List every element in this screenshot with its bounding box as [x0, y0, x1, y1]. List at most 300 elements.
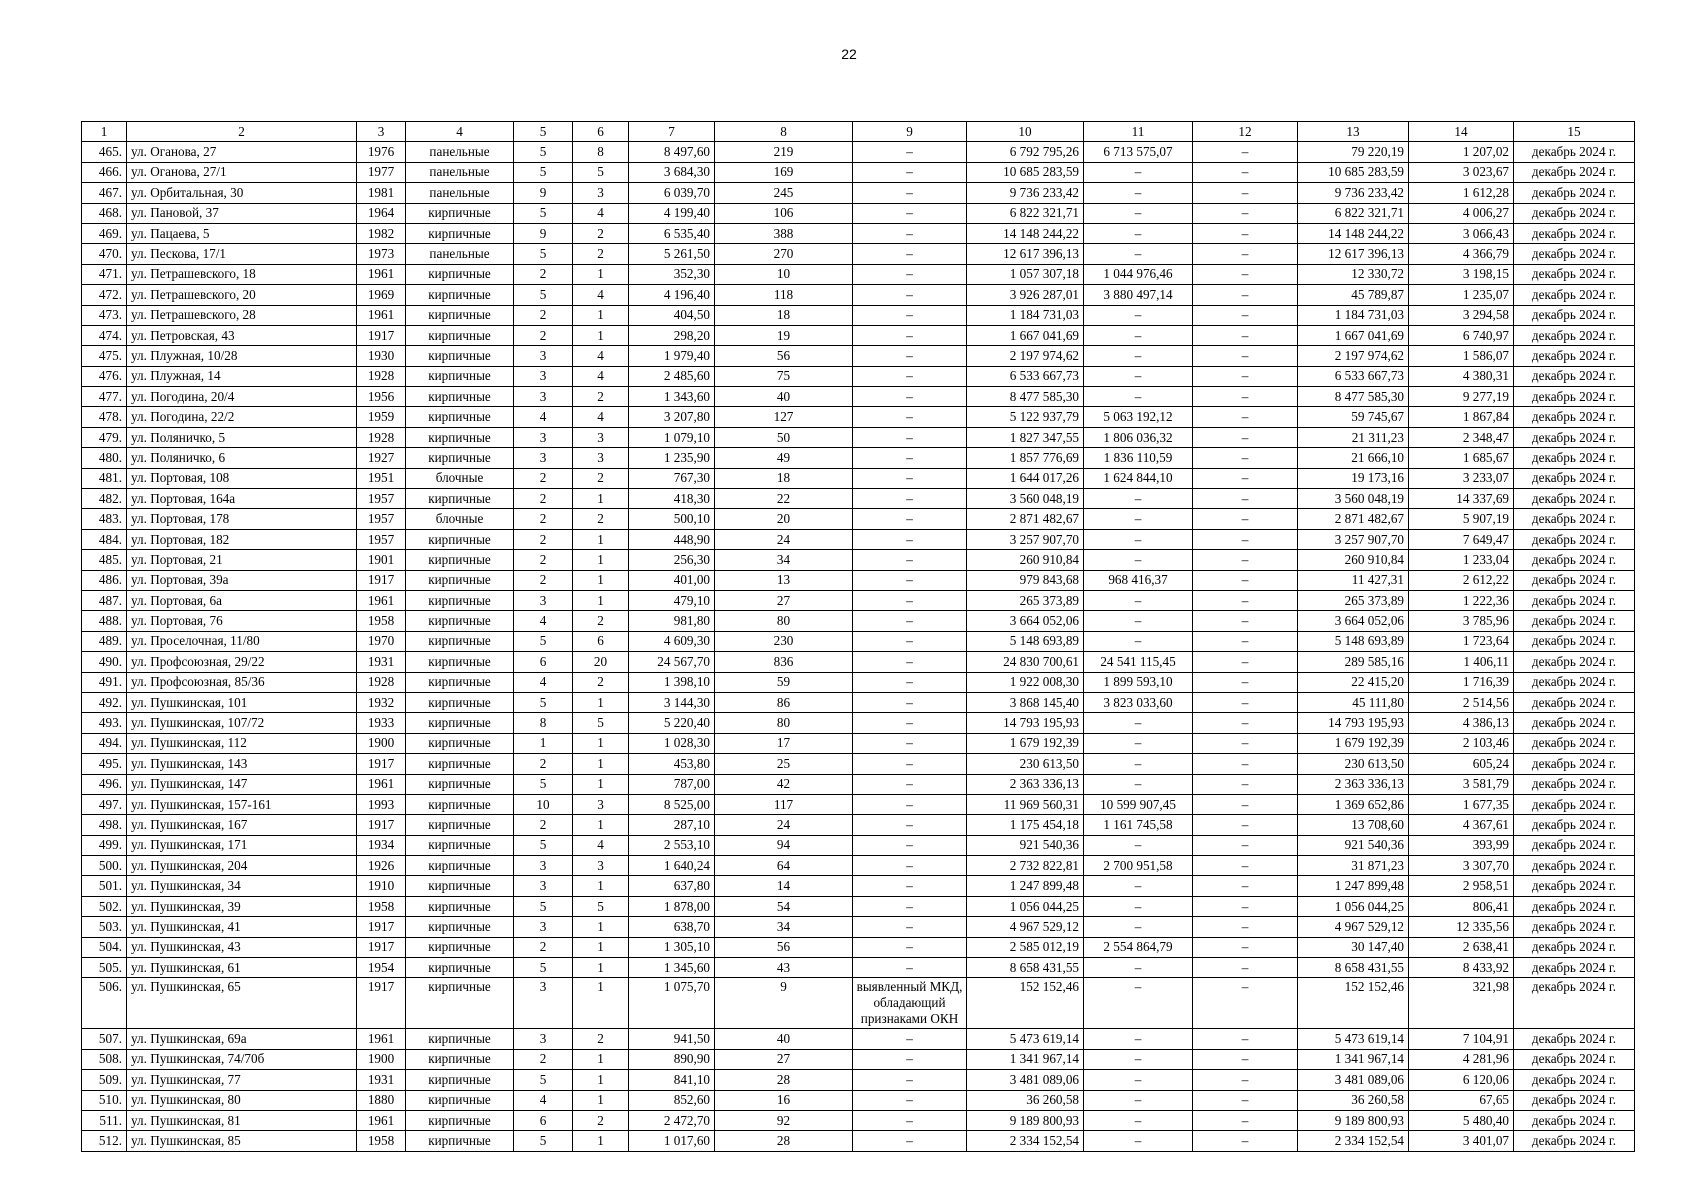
- table-cell: 13 708,60: [1298, 815, 1409, 835]
- table-cell: ул. Петрашевского, 28: [127, 305, 357, 325]
- table-cell: кирпичные: [406, 346, 514, 366]
- table-cell: 5: [573, 162, 629, 182]
- table-cell: 1 406,11: [1409, 652, 1514, 672]
- table-cell: 3 481 089,06: [1298, 1070, 1409, 1090]
- table-cell: кирпичные: [406, 978, 514, 1029]
- table-cell: 1 723,64: [1409, 631, 1514, 651]
- table-cell: –: [1193, 529, 1298, 549]
- table-cell: –: [1193, 285, 1298, 305]
- table-cell: 230 613,50: [1298, 754, 1409, 774]
- table-cell: 321,98: [1409, 978, 1514, 1029]
- table-cell: 265 373,89: [1298, 590, 1409, 610]
- table-cell: 484.: [82, 529, 127, 549]
- table-cell: 5 261,50: [629, 244, 715, 264]
- table-cell: 1961: [357, 305, 406, 325]
- table-cell: –: [853, 203, 967, 223]
- table-cell: 393,99: [1409, 835, 1514, 855]
- table-cell: 12 330,72: [1298, 264, 1409, 284]
- table-cell: –: [853, 774, 967, 794]
- table-cell: ул. Пушкинская, 167: [127, 815, 357, 835]
- table-cell: 496.: [82, 774, 127, 794]
- table-cell: –: [853, 652, 967, 672]
- table-cell: кирпичные: [406, 489, 514, 509]
- table-cell: 1900: [357, 733, 406, 753]
- table-cell: 27: [715, 1049, 853, 1069]
- table-cell: 1 667 041,69: [967, 325, 1084, 345]
- table-cell: –: [1193, 427, 1298, 447]
- table-cell: 9: [514, 183, 573, 203]
- table-cell: –: [1193, 631, 1298, 651]
- table-cell: декабрь 2024 г.: [1514, 713, 1635, 733]
- table-cell: –: [1193, 264, 1298, 284]
- table-cell: ул. Погодина, 20/4: [127, 387, 357, 407]
- table-cell: 3: [573, 794, 629, 814]
- table-cell: 487.: [82, 590, 127, 610]
- table-cell: 1917: [357, 325, 406, 345]
- table-cell: ул. Пушкинская, 65: [127, 978, 357, 1029]
- table-cell: –: [853, 305, 967, 325]
- table-cell: 488.: [82, 611, 127, 631]
- table-cell: 2 514,56: [1409, 692, 1514, 712]
- table-cell: ул. Погодина, 22/2: [127, 407, 357, 427]
- table-cell: 25: [715, 754, 853, 774]
- table-cell: кирпичные: [406, 937, 514, 957]
- table-cell: 2: [573, 468, 629, 488]
- table-cell: –: [853, 672, 967, 692]
- table-cell: 43: [715, 958, 853, 978]
- table-cell: –: [1193, 570, 1298, 590]
- table-cell: –: [1193, 794, 1298, 814]
- table-cell: кирпичные: [406, 223, 514, 243]
- table-cell: декабрь 2024 г.: [1514, 346, 1635, 366]
- table-cell: 1917: [357, 815, 406, 835]
- table-cell: декабрь 2024 г.: [1514, 1110, 1635, 1130]
- table-cell: декабрь 2024 г.: [1514, 692, 1635, 712]
- table-cell: 1 677,35: [1409, 794, 1514, 814]
- table-cell: –: [1084, 978, 1193, 1029]
- column-header: 2: [127, 122, 357, 142]
- table-cell: 3: [514, 366, 573, 386]
- table-cell: 500,10: [629, 509, 715, 529]
- table-cell: 14: [715, 876, 853, 896]
- table-row: [82, 203, 1635, 223]
- table-cell: –: [1084, 774, 1193, 794]
- table-cell: кирпичные: [406, 590, 514, 610]
- table-cell: 638,70: [629, 917, 715, 937]
- table-cell: 2 197 974,62: [967, 346, 1084, 366]
- table-cell: 2: [514, 570, 573, 590]
- table-cell: 1 056 044,25: [1298, 896, 1409, 916]
- table-cell: –: [1193, 366, 1298, 386]
- table-cell: кирпичные: [406, 264, 514, 284]
- table-cell: 1: [573, 550, 629, 570]
- table-cell: –: [853, 162, 967, 182]
- table-cell: кирпичные: [406, 529, 514, 549]
- table-cell: 486.: [82, 570, 127, 590]
- table-cell: 501.: [82, 876, 127, 896]
- table-cell: 40: [715, 1029, 853, 1049]
- table-cell: 2 554 864,79: [1084, 937, 1193, 957]
- table-cell: –: [853, 529, 967, 549]
- table-cell: кирпичные: [406, 203, 514, 223]
- table-cell: –: [853, 264, 967, 284]
- table-cell: 787,00: [629, 774, 715, 794]
- table-row: [82, 692, 1635, 712]
- table-cell: 3: [514, 590, 573, 610]
- table-cell: 506.: [82, 978, 127, 1029]
- table-cell: –: [1084, 1131, 1193, 1151]
- table-cell: ул. Пушкинская, 101: [127, 692, 357, 712]
- table-cell: 470.: [82, 244, 127, 264]
- table-cell: ул. Пушкинская, 43: [127, 937, 357, 957]
- table-cell: 1 184 731,03: [967, 305, 1084, 325]
- table-cell: 3 664 052,06: [967, 611, 1084, 631]
- table-cell: 1 640,24: [629, 856, 715, 876]
- table-cell: 1 161 745,58: [1084, 815, 1193, 835]
- table-cell: 8 477 585,30: [1298, 387, 1409, 407]
- table-cell: 3 880 497,14: [1084, 285, 1193, 305]
- table-cell: кирпичные: [406, 794, 514, 814]
- table-cell: –: [1084, 203, 1193, 223]
- table-cell: 469.: [82, 223, 127, 243]
- table-cell: –: [853, 692, 967, 712]
- table-cell: 3 581,79: [1409, 774, 1514, 794]
- table-cell: ул. Пушкинская, 77: [127, 1070, 357, 1090]
- table-cell: 5 063 192,12: [1084, 407, 1193, 427]
- table-cell: –: [1084, 958, 1193, 978]
- table-cell: 20: [573, 652, 629, 672]
- table-cell: –: [1084, 162, 1193, 182]
- table-cell: 8: [573, 142, 629, 162]
- table-cell: кирпичные: [406, 305, 514, 325]
- table-cell: 1 207,02: [1409, 142, 1514, 162]
- table-cell: –: [1084, 529, 1193, 549]
- table-cell: –: [1193, 856, 1298, 876]
- table-cell: 1926: [357, 856, 406, 876]
- table-cell: 492.: [82, 692, 127, 712]
- table-cell: 3: [514, 427, 573, 447]
- table-cell: –: [1193, 346, 1298, 366]
- table-cell: 505.: [82, 958, 127, 978]
- table-cell: 1 017,60: [629, 1131, 715, 1151]
- table-cell: 2: [514, 468, 573, 488]
- column-header: 6: [573, 122, 629, 142]
- table-cell: 477.: [82, 387, 127, 407]
- table-cell: 1917: [357, 917, 406, 937]
- table-row: [82, 1131, 1635, 1151]
- table-cell: –: [853, 856, 967, 876]
- table-cell: 28: [715, 1131, 853, 1151]
- table-cell: 56: [715, 346, 853, 366]
- table-cell: ул. Пушкинская, 171: [127, 835, 357, 855]
- table-cell: –: [853, 733, 967, 753]
- table-cell: –: [1193, 692, 1298, 712]
- page-number: 22: [841, 46, 857, 62]
- table-cell: кирпичные: [406, 285, 514, 305]
- table-cell: –: [1084, 183, 1193, 203]
- table-cell: 10 599 907,45: [1084, 794, 1193, 814]
- table-cell: –: [1193, 325, 1298, 345]
- table-cell: 1928: [357, 366, 406, 386]
- table-cell: декабрь 2024 г.: [1514, 1049, 1635, 1069]
- table-cell: –: [1084, 1029, 1193, 1049]
- table-cell: 4: [514, 407, 573, 427]
- table-row: [82, 896, 1635, 916]
- table-cell: –: [1193, 611, 1298, 631]
- table-cell: кирпичные: [406, 1110, 514, 1130]
- table-cell: 80: [715, 713, 853, 733]
- table-cell: 8 658 431,55: [1298, 958, 1409, 978]
- table-cell: 3 926 287,01: [967, 285, 1084, 305]
- table-cell: 4 006,27: [1409, 203, 1514, 223]
- table-cell: 1957: [357, 529, 406, 549]
- table-cell: 1: [573, 305, 629, 325]
- table-cell: кирпичные: [406, 325, 514, 345]
- table-cell: 2: [573, 244, 629, 264]
- table-cell: 836: [715, 652, 853, 672]
- table-cell: ул. Пушкинская, 204: [127, 856, 357, 876]
- table-cell: 24: [715, 529, 853, 549]
- table-cell: 5: [514, 244, 573, 264]
- table-cell: 2 472,70: [629, 1110, 715, 1130]
- table-row: [82, 407, 1635, 427]
- table-cell: –: [1193, 713, 1298, 733]
- table-cell: –: [1193, 509, 1298, 529]
- table-cell: –: [1193, 876, 1298, 896]
- table-cell: кирпичные: [406, 427, 514, 447]
- table-cell: ул. Проселочная, 11/80: [127, 631, 357, 651]
- table-cell: –: [853, 896, 967, 916]
- table-cell: –: [1084, 550, 1193, 570]
- table-cell: 12 617 396,13: [967, 244, 1084, 264]
- table-cell: 1: [573, 754, 629, 774]
- table-cell: 14 148 244,22: [967, 223, 1084, 243]
- table-cell: ул. Пушкинская, 143: [127, 754, 357, 774]
- table-row: [82, 529, 1635, 549]
- table-cell: ул. Пушкинская, 147: [127, 774, 357, 794]
- table-cell: 2: [573, 223, 629, 243]
- table-cell: 219: [715, 142, 853, 162]
- table-cell: 1927: [357, 448, 406, 468]
- table-cell: 503.: [82, 917, 127, 937]
- table-cell: –: [1084, 876, 1193, 896]
- table-cell: 472.: [82, 285, 127, 305]
- table-cell: панельные: [406, 244, 514, 264]
- table-cell: 1934: [357, 835, 406, 855]
- table-cell: ул. Портовая, 6а: [127, 590, 357, 610]
- table-cell: 2: [514, 754, 573, 774]
- table-cell: –: [853, 346, 967, 366]
- table-cell: –: [853, 427, 967, 447]
- table-cell: декабрь 2024 г.: [1514, 978, 1635, 1029]
- table-cell: –: [853, 937, 967, 957]
- table-cell: ул. Пушкинская, 74/70б: [127, 1049, 357, 1069]
- table-cell: ул. Профсоюзная, 29/22: [127, 652, 357, 672]
- table-cell: 1961: [357, 264, 406, 284]
- table-cell: декабрь 2024 г.: [1514, 509, 1635, 529]
- table-row: [82, 958, 1635, 978]
- table-cell: 24 830 700,61: [967, 652, 1084, 672]
- table-cell: 1993: [357, 794, 406, 814]
- table-cell: 17: [715, 733, 853, 753]
- table-cell: –: [853, 285, 967, 305]
- table-cell: 3 560 048,19: [967, 489, 1084, 509]
- table-cell: 2: [573, 1029, 629, 1049]
- table-row: [82, 590, 1635, 610]
- table-cell: 10: [715, 264, 853, 284]
- table-cell: 45 111,80: [1298, 692, 1409, 712]
- table-cell: –: [1193, 1029, 1298, 1049]
- table-cell: 1932: [357, 692, 406, 712]
- table-cell: –: [1084, 1070, 1193, 1090]
- table-cell: 18: [715, 468, 853, 488]
- table-cell: 1958: [357, 896, 406, 916]
- table-cell: 1 369 652,86: [1298, 794, 1409, 814]
- table-cell: кирпичные: [406, 407, 514, 427]
- table-cell: 3 868 145,40: [967, 692, 1084, 712]
- table-cell: 4 199,40: [629, 203, 715, 223]
- table-cell: –: [1193, 1131, 1298, 1151]
- table-cell: 1: [573, 958, 629, 978]
- table-cell: 2: [514, 550, 573, 570]
- table-cell: 605,24: [1409, 754, 1514, 774]
- table-cell: –: [1084, 896, 1193, 916]
- table-cell: 6 740,97: [1409, 325, 1514, 345]
- table-cell: декабрь 2024 г.: [1514, 223, 1635, 243]
- table-cell: 1: [573, 1090, 629, 1110]
- table-cell: –: [1193, 733, 1298, 753]
- table-cell: 9 736 233,42: [1298, 183, 1409, 203]
- table-cell: 8 477 585,30: [967, 387, 1084, 407]
- table-cell: кирпичные: [406, 448, 514, 468]
- table-cell: 1: [573, 1131, 629, 1151]
- column-header: 3: [357, 122, 406, 142]
- table-cell: ул. Пескова, 17/1: [127, 244, 357, 264]
- table-cell: 1928: [357, 672, 406, 692]
- table-row: [82, 652, 1635, 672]
- table-cell: 14 337,69: [1409, 489, 1514, 509]
- table-cell: 468.: [82, 203, 127, 223]
- table-cell: 42: [715, 774, 853, 794]
- table-cell: 270: [715, 244, 853, 264]
- table-cell: –: [1084, 305, 1193, 325]
- table-cell: декабрь 2024 г.: [1514, 203, 1635, 223]
- table-cell: 479,10: [629, 590, 715, 610]
- table-cell: кирпичные: [406, 1131, 514, 1151]
- table-cell: блочные: [406, 468, 514, 488]
- table-cell: 4 967 529,12: [1298, 917, 1409, 937]
- table-cell: 1 586,07: [1409, 346, 1514, 366]
- table-cell: 510.: [82, 1090, 127, 1110]
- table-cell: 92: [715, 1110, 853, 1130]
- table-cell: 494.: [82, 733, 127, 753]
- table-cell: 30 147,40: [1298, 937, 1409, 957]
- table-cell: декабрь 2024 г.: [1514, 387, 1635, 407]
- table-cell: 473.: [82, 305, 127, 325]
- table-cell: кирпичные: [406, 876, 514, 896]
- table-cell: –: [853, 183, 967, 203]
- table-cell: 2: [514, 325, 573, 345]
- table-row: [82, 162, 1635, 182]
- table-cell: 1901: [357, 550, 406, 570]
- table-cell: 1 899 593,10: [1084, 672, 1193, 692]
- table-cell: 2 871 482,67: [1298, 509, 1409, 529]
- table-cell: выявленный МКД, обладающий признаками ОКН: [853, 978, 967, 1029]
- table-cell: 1: [573, 733, 629, 753]
- table-cell: –: [853, 917, 967, 937]
- table-cell: 979 843,68: [967, 570, 1084, 590]
- table-cell: кирпичные: [406, 1070, 514, 1090]
- table-cell: ул. Плужная, 10/28: [127, 346, 357, 366]
- table-cell: ул. Пушкинская, 69а: [127, 1029, 357, 1049]
- table-cell: 489.: [82, 631, 127, 651]
- table-row: [82, 1049, 1635, 1069]
- table-cell: 1933: [357, 713, 406, 733]
- table-cell: 7 104,91: [1409, 1029, 1514, 1049]
- table-cell: 1976: [357, 142, 406, 162]
- table-cell: 1: [573, 489, 629, 509]
- table-cell: 6 533 667,73: [1298, 366, 1409, 386]
- table-cell: 1 247 899,48: [1298, 876, 1409, 896]
- table-cell: 500.: [82, 856, 127, 876]
- table-cell: 6: [514, 652, 573, 672]
- table-cell: 79 220,19: [1298, 142, 1409, 162]
- table-cell: 5: [514, 835, 573, 855]
- table-cell: 482.: [82, 489, 127, 509]
- table-cell: 40: [715, 387, 853, 407]
- table-cell: декабрь 2024 г.: [1514, 529, 1635, 549]
- table-row: [82, 672, 1635, 692]
- table-cell: 24 567,70: [629, 652, 715, 672]
- table-cell: 1 175 454,18: [967, 815, 1084, 835]
- table-cell: 8 658 431,55: [967, 958, 1084, 978]
- table-cell: –: [1193, 448, 1298, 468]
- table-cell: ул. Пацаева, 5: [127, 223, 357, 243]
- table-cell: 2 363 336,13: [967, 774, 1084, 794]
- table-cell: –: [853, 570, 967, 590]
- table-cell: 921 540,36: [1298, 835, 1409, 855]
- table-cell: ул. Пушкинская, 81: [127, 1110, 357, 1130]
- table-cell: 6 533 667,73: [967, 366, 1084, 386]
- table-cell: –: [853, 489, 967, 509]
- table-cell: 1981: [357, 183, 406, 203]
- table-cell: 2: [514, 529, 573, 549]
- table-cell: 18: [715, 305, 853, 325]
- table-cell: 2 103,46: [1409, 733, 1514, 753]
- table-cell: 2: [514, 937, 573, 957]
- table-cell: –: [1193, 550, 1298, 570]
- table-cell: 2: [514, 815, 573, 835]
- table-cell: –: [1193, 183, 1298, 203]
- table-cell: 1961: [357, 774, 406, 794]
- table-cell: 1: [573, 978, 629, 1029]
- table-cell: –: [1193, 590, 1298, 610]
- table-cell: кирпичные: [406, 835, 514, 855]
- table-row: [82, 550, 1635, 570]
- column-header: 14: [1409, 122, 1514, 142]
- table-cell: 1964: [357, 203, 406, 223]
- table-row: [82, 346, 1635, 366]
- table-cell: ул. Петровская, 43: [127, 325, 357, 345]
- table-cell: 404,50: [629, 305, 715, 325]
- table-row: [82, 937, 1635, 957]
- table-cell: 491.: [82, 672, 127, 692]
- table-cell: 1 184 731,03: [1298, 305, 1409, 325]
- table-cell: 1954: [357, 958, 406, 978]
- column-header: 7: [629, 122, 715, 142]
- table-row: [82, 794, 1635, 814]
- table-cell: –: [1084, 754, 1193, 774]
